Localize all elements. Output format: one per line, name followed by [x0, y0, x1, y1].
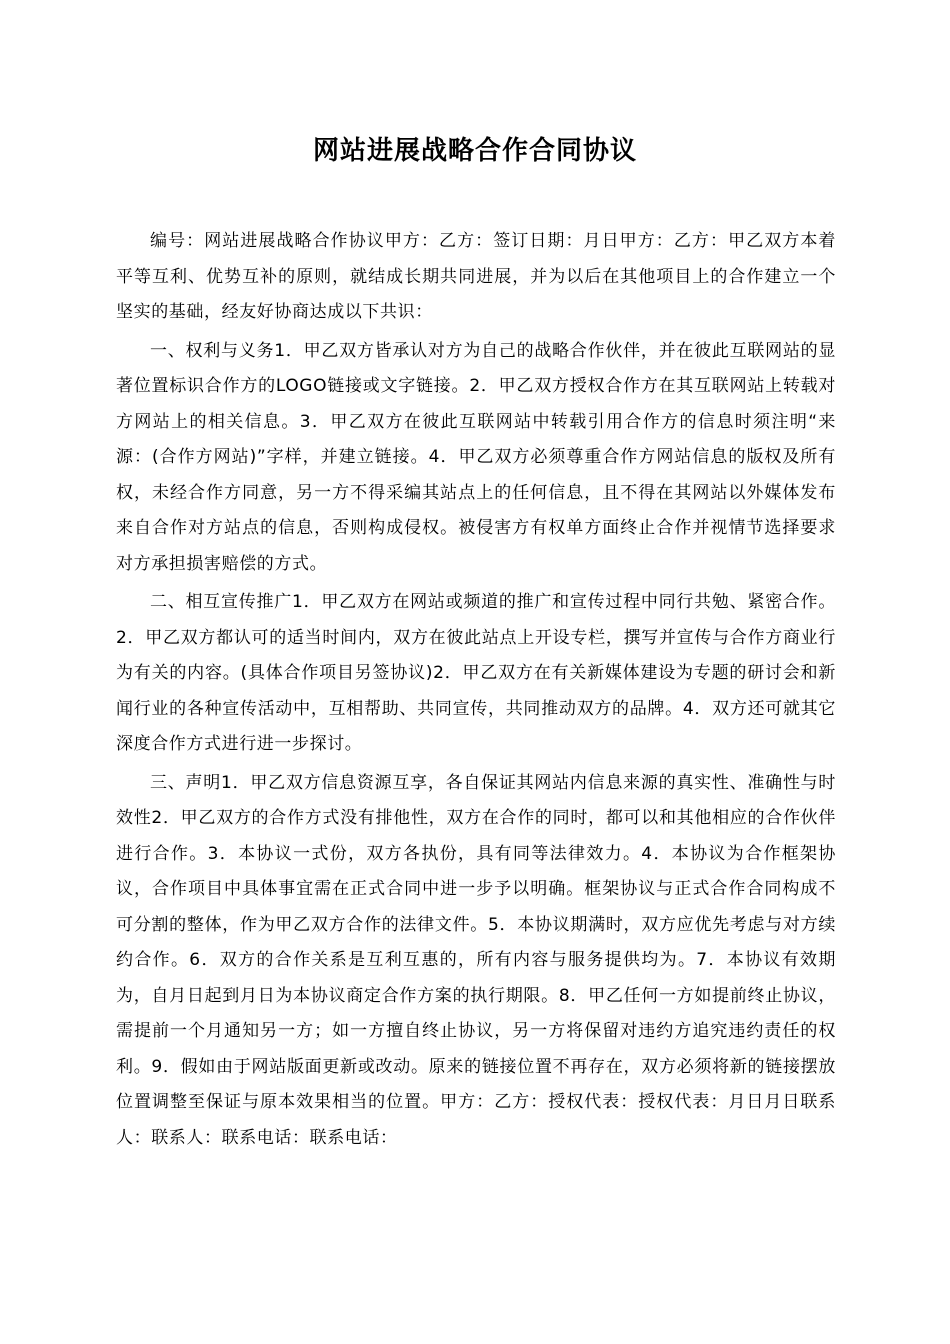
- paragraph-preamble: 编号：网站进展战略合作协议甲方：乙方：签订日期：月日甲方：乙方：甲乙双方本着平等互利、优势互补的原则，就结成长期共同进展，并为以后在其他项目上的合作建立一个坚实的基础，经友好协商达成以下共识：: [116, 231, 836, 322]
- paragraph-mutual-promotion: 二、相互宣传推广1．甲乙双方在网站或频道的推广和宣传过程中同行共勉、紧密合作。2．甲乙双方都认可的适当时间内，双方在彼此站点上开设专栏，撰写并宣传与合作方商业行为有关的内容。(具体合作项目另签协议)2．甲乙双方在有关新媒体建设为专题的研讨会和新闻行业的各种宣传活动中，互相帮助、共同宣传，共同推动双方的品牌。4．双方还可就其它深度合作方式进行进一步探讨。: [116, 592, 836, 754]
- document-title: 网站进展战略合作合同协议: [312, 136, 637, 166]
- paragraph-statement: 三、声明1．甲乙双方信息资源互享，各自保证其网站内信息来源的真实性、准确性与时效性2．甲乙双方的合作方式没有排他性，双方在合作的同时，都可以和其他相应的合作伙伴进行合作。3．本协议一式份，双方各执份，具有同等法律效力。4．本协议为合作框架协议，合作项目中具体事宜需在正式合同中进一步予以明确。框架协议与正式合作合同构成不可分割的整体，作为甲乙双方合作的法律文件。5．本协议期满时，双方应优先考虑与对方续约合作。6．双方的合作关系是互利互惠的，所有内容与服务提供均为。7．本协议有效期为，自月日起到月日为本协议商定合作方案的执行期限。8．甲乙任何一方如提前终止协议，需提前一个月通知另一方；如一方擅自终止协议，另一方将保留对违约方追究违约责任的权利。9．假如由于网站版面更新或改动。原来的链接位置不再存在，双方必须将新的链接摆放位置调整至保证与原本效果相当的位置。甲方：乙方：授权代表：授权代表：月日月日联系人：联系人：联系电话：联系电话：: [116, 772, 836, 1148]
- paragraph-rights-and-obligations: 一、权利与义务1．甲乙双方皆承认对方为自己的战略合作伙伴，并在彼此互联网站的显著位置标识合作方的LOGO链接或文字链接。2．甲乙双方授权合作方在其互联网站上转载对方网站上的相关信息。3．甲乙双方在彼此互联网站中转载引用合作方的信息时须注明“来源：(合作方网站)”字样，并建立链接。4．甲乙双方必须尊重合作方网站信息的版权及所有权，未经合作方同意，另一方不得采编其站点上的任何信息，且不得在其网站以外媒体发布来自合作对方站点的信息，否则构成侵权。被侵害方有权单方面终止合作并视情节选择要求对方承担损害赔偿的方式。: [116, 340, 836, 574]
- document-body: [116, 224, 836, 1159]
